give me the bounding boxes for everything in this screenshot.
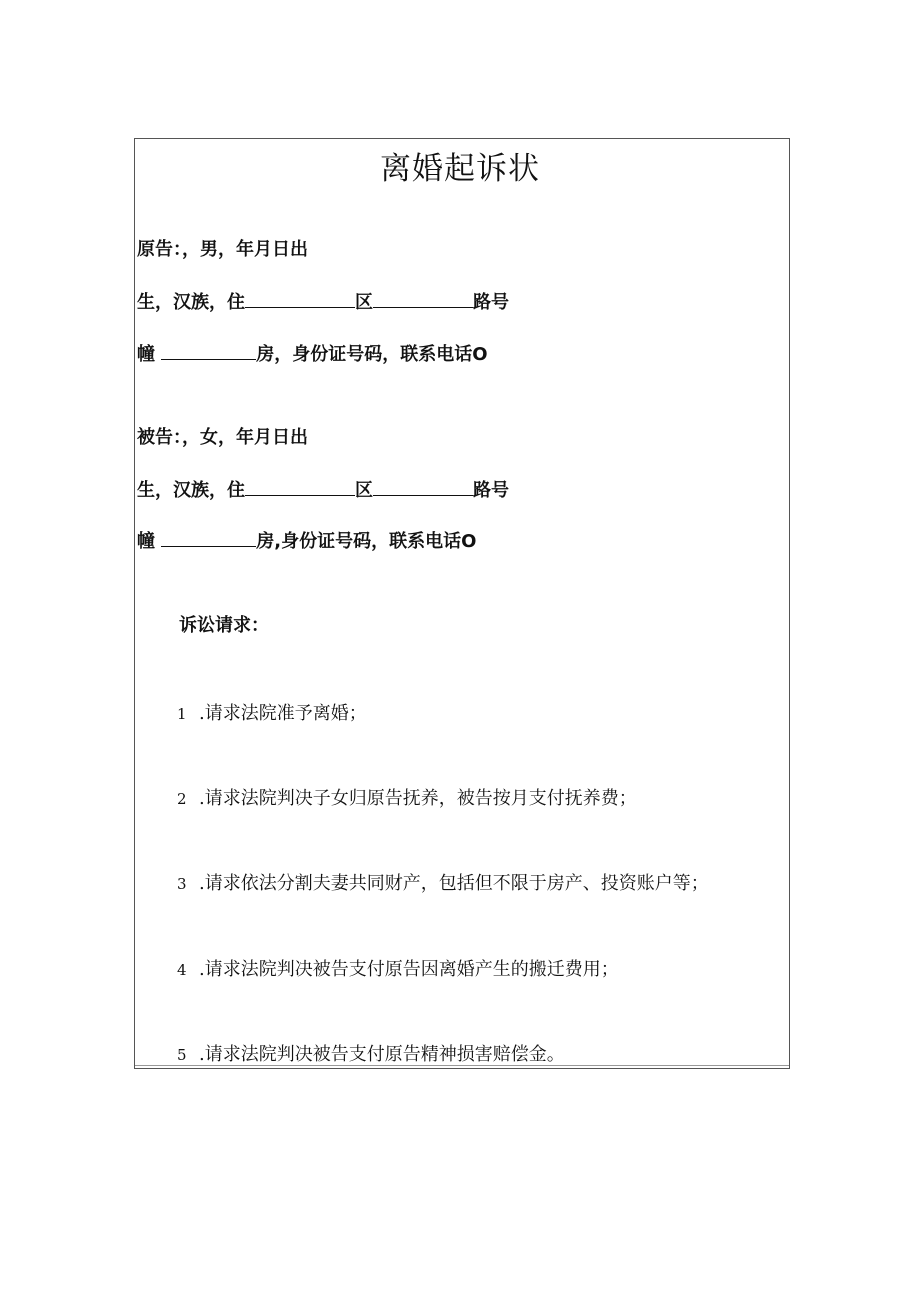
plaintiff-line-1-text: 原告：，男，年月日出 (137, 239, 308, 260)
claims-heading: 诉讼请求： (179, 615, 269, 636)
defendant-line-2-c: 路号 (473, 480, 509, 501)
plaintiff-road-blank (373, 289, 473, 308)
claim-text: .请求法院准予离婚； (199, 703, 367, 724)
defendant-line-2 (137, 477, 509, 503)
defendant-building-blank (161, 528, 256, 547)
plaintiff-line-1 (137, 238, 308, 262)
claim-item (177, 872, 709, 896)
plaintiff-line-2-b: 区 (355, 292, 373, 313)
plaintiff-line-2 (137, 289, 509, 315)
claim-text: .请求法院判决被告支付原告精神损害赔偿金。 (199, 1044, 565, 1065)
claim-text: .请求法院判决被告支付原告因离婚产生的搬迁费用； (199, 959, 619, 980)
claim-number: 3 (177, 875, 187, 893)
defendant-line-3-a: 幢 (137, 531, 155, 552)
defendant-line-2-b: 区 (355, 480, 373, 501)
plaintiff-line-3-a: 幢 (137, 344, 155, 365)
claim-number: 1 (177, 705, 187, 723)
defendant-road-blank (373, 477, 473, 496)
claim-item (177, 787, 637, 811)
claim-text: .请求法院判决子女归原告抚养，被告按月支付抚养费； (199, 788, 637, 809)
plaintiff-line-2-a: 生，汉族，住 (137, 292, 245, 313)
defendant-line-1 (137, 426, 308, 450)
claim-item (177, 702, 367, 726)
claim-number: 4 (177, 961, 187, 979)
document-frame (134, 138, 790, 1069)
claim-item (177, 958, 619, 982)
plaintiff-line-3-b: 房，身份证号码，联系电话O (256, 344, 488, 365)
plaintiff-building-blank (161, 341, 256, 360)
defendant-line-3 (137, 528, 476, 554)
plaintiff-street-blank (245, 289, 355, 308)
defendant-line-1-text: 被告：，女，年月日出 (137, 427, 308, 448)
plaintiff-line-3 (137, 341, 488, 367)
document-title: 离婚起诉状 (380, 151, 540, 187)
plaintiff-line-2-c: 路号 (473, 292, 509, 313)
defendant-line-3-b: 房,身份证号码，联系电话O (256, 531, 477, 552)
claim-number: 5 (177, 1046, 187, 1064)
defendant-street-blank (245, 477, 355, 496)
defendant-line-2-a: 生，汉族，住 (137, 480, 245, 501)
claim-item (177, 1043, 565, 1067)
claim-number: 2 (177, 790, 187, 808)
claim-text: .请求依法分割夫妻共同财产，包括但不限于房产、投资账户等； (199, 873, 709, 894)
